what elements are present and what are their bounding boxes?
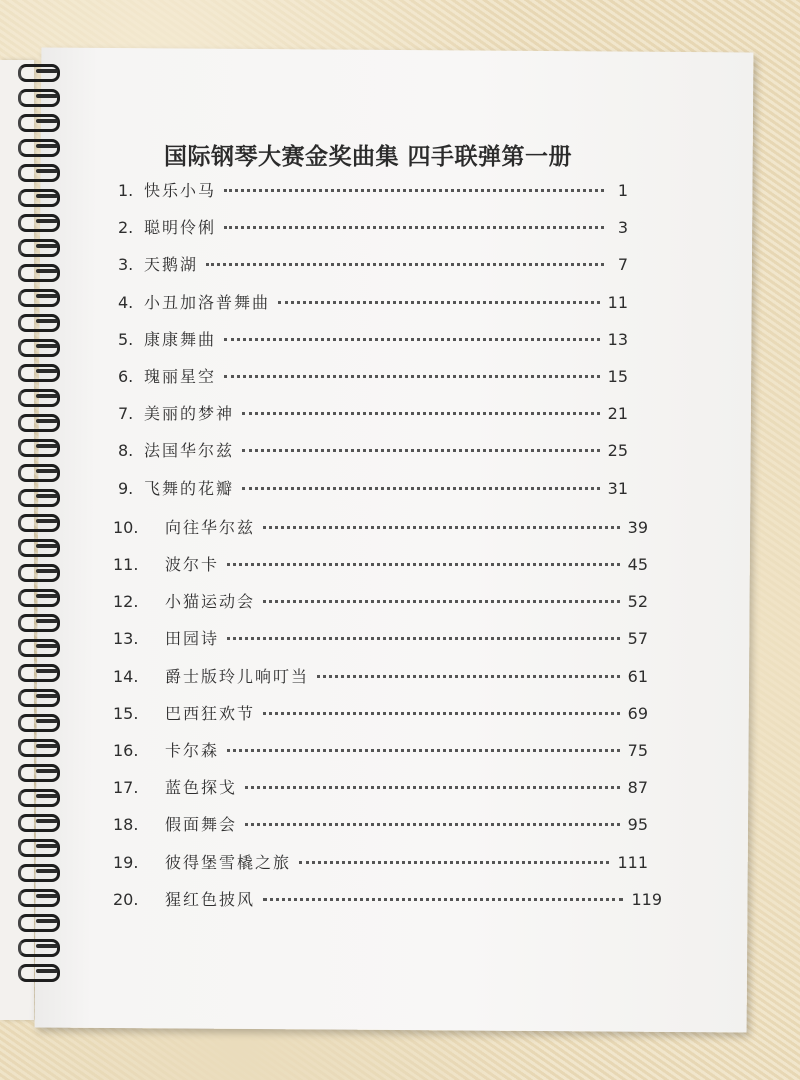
toc-leader-dots (242, 411, 600, 415)
toc-entry-page-number: 1 (617, 181, 628, 200)
toc-leader-dots (224, 188, 604, 192)
toc-entry-page-number: 87 (627, 778, 648, 798)
toc-entry (113, 552, 648, 578)
toc-entry-page-number: 25 (607, 441, 628, 461)
toc-entry-title: 小丑加洛普舞曲 (144, 292, 271, 312)
toc-entry-title: 巴西狂欢节 (165, 703, 256, 723)
toc-entry-title: 假面舞会 (165, 815, 238, 835)
toc-entry-title: 彼得堡雪橇之旅 (165, 852, 292, 872)
toc-entry (113, 589, 648, 615)
toc-entry (118, 364, 628, 390)
toc-entry-page-number: 39 (627, 517, 648, 537)
toc-entry-title: 法国华尔兹 (144, 441, 235, 461)
toc-entry-page-number: 75 (627, 741, 648, 760)
toc-leader-dots (224, 374, 600, 378)
toc-entry-title: 美丽的梦神 (144, 404, 235, 424)
toc-leader-dots (299, 860, 609, 864)
toc-leader-dots (245, 785, 620, 789)
toc-entry-page-number: 15 (607, 367, 628, 386)
toc-entry-title: 猩红色披风 (165, 889, 256, 909)
toc-entry-number: 4. (118, 292, 134, 312)
toc-entry (113, 850, 648, 876)
toc-entry (113, 626, 648, 652)
toc-entry (113, 775, 648, 801)
toc-entry (113, 664, 648, 690)
toc-entry-page-number: 3 (617, 218, 628, 238)
toc-leader-dots (278, 300, 600, 304)
toc-leader-dots (227, 636, 620, 640)
toc-entry-title: 快乐小马 (144, 181, 217, 200)
toc-entry-number: 10. (113, 517, 139, 537)
toc-entry-number: 16. (113, 741, 139, 760)
toc-leader-dots (227, 562, 620, 566)
toc-entry-page-number: 52 (627, 592, 648, 612)
toc-entry-number: 5. (118, 329, 134, 349)
toc-entry (118, 290, 628, 316)
toc-entry-page-number: 13 (607, 329, 628, 349)
toc-entry-title: 天鹅湖 (144, 255, 199, 275)
toc-entry (118, 327, 628, 353)
toc-entry-number: 11. (113, 555, 139, 574)
toc-entry-number: 15. (113, 703, 139, 723)
toc-entry-title: 波尔卡 (165, 555, 220, 574)
toc-leader-dots (224, 337, 600, 341)
toc-entry-title: 蓝色探戈 (165, 778, 238, 798)
toc-entry (113, 738, 648, 764)
toc-leader-dots (227, 748, 620, 752)
toc-entry-page-number: 31 (607, 478, 628, 498)
toc-entry-title: 瑰丽星空 (144, 367, 217, 386)
toc-entry-page-number: 95 (627, 815, 648, 835)
toc-entry-title: 卡尔森 (165, 741, 220, 760)
toc-entry-number: 14. (113, 666, 139, 686)
toc-entry-number: 20. (113, 889, 139, 909)
toc-entry-title: 向往华尔兹 (165, 517, 256, 537)
toc-entry-page-number: 69 (627, 703, 648, 723)
toc-leader-dots (224, 225, 604, 229)
toc-entry-page-number: 21 (607, 404, 628, 424)
toc-entry-number: 12. (113, 592, 139, 612)
toc-entry (113, 812, 648, 838)
toc-entry-page-number: 45 (627, 555, 648, 574)
toc-entry (118, 438, 628, 464)
page-title: 国际钢琴大赛金奖曲集 四手联弹第一册 (164, 144, 573, 170)
toc-entry (118, 215, 628, 241)
toc-entry-number: 18. (113, 815, 139, 835)
toc-entry (118, 476, 628, 502)
toc-entry-number: 2. (118, 218, 134, 238)
toc-entry-page-number: 7 (617, 255, 628, 275)
toc-entry-page-number: 57 (627, 629, 648, 649)
toc-entry (118, 401, 628, 427)
toc-entry-title: 爵士版玲儿响叮当 (165, 666, 310, 686)
toc-entry-page-number: 61 (627, 666, 648, 686)
toc-leader-dots (263, 897, 623, 901)
toc-entry-page-number: 119 (631, 889, 662, 909)
toc-entry (118, 252, 628, 278)
toc-entry-number: 13. (113, 629, 139, 649)
toc-entry-number: 19. (113, 852, 139, 872)
toc-entry-title: 康康舞曲 (144, 329, 217, 349)
toc-entry-number: 17. (113, 778, 139, 798)
toc-entry-title: 小猫运动会 (165, 592, 256, 612)
toc-entry (113, 701, 648, 727)
toc-entry-number: 9. (118, 478, 134, 498)
toc-entry-number: 6. (118, 367, 134, 386)
toc-entry-page-number: 11 (607, 292, 628, 312)
toc-leader-dots (206, 262, 604, 266)
toc-entry-number: 8. (118, 441, 134, 461)
toc-entry-title: 飞舞的花瓣 (144, 478, 235, 498)
toc-leader-dots (245, 822, 620, 826)
toc-leader-dots (242, 486, 600, 490)
toc-leader-dots (263, 599, 620, 603)
toc-entry-number: 3. (118, 255, 134, 275)
toc-entry (113, 887, 662, 913)
toc-leader-dots (263, 711, 620, 715)
toc-entry-number: 7. (118, 404, 134, 424)
toc-entry (113, 515, 648, 541)
toc-entry (118, 178, 628, 204)
toc-leader-dots (242, 448, 600, 452)
toc-leader-dots (317, 674, 620, 678)
toc-entry-number: 1. (118, 181, 134, 200)
toc-entry-page-number: 111 (617, 852, 648, 872)
toc-leader-dots (263, 525, 620, 529)
toc-entry-title: 田园诗 (165, 629, 220, 649)
toc-entry-title: 聪明伶俐 (144, 218, 217, 238)
